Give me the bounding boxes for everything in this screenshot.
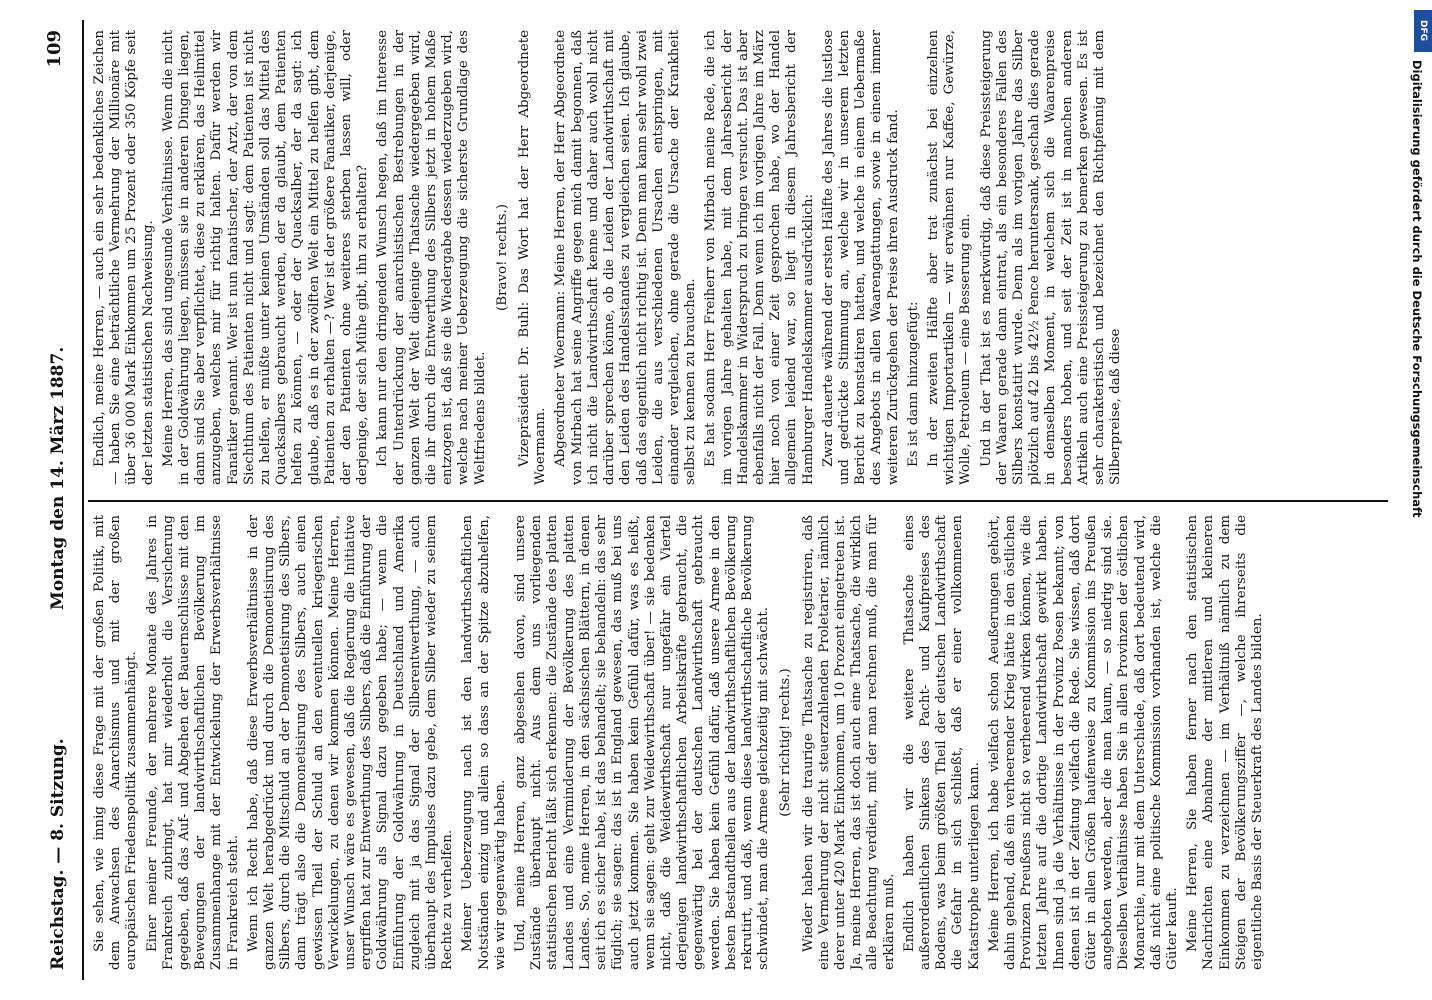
interjection: (Sehr richtig! rechts.) (778, 668, 794, 817)
page-header (30, 20, 84, 980)
digitization-credit (1404, 60, 1432, 960)
paragraph: Und in der That ist es merkwürdig, daß diese Preissteigerung der Waaren gerade dann eintrat, als ein besonderes Fallen des Silbers konstatirt wurde. Denn als im vorigen Jahre das Silber plötzlich auf 42 bis 42½ Pence heruntersank, geschah dies gerade in demselben Moment, in welchem sich die Waarenpreise besonders hoben, und seit der Zeit ist in manchen anderen Artikeln auch eine Preissteigerung zu bemerken gewesen. Es ist sehr charakteristisch und bezeichnet den Richtpfennig mit dem Silberpreise, daß diese (978, 30, 1124, 485)
rotated-sheet (30, 20, 1402, 980)
paragraph: Meine Herren, das sind ungesunde Verhältnisse. Wenn die nicht in der Goldwährung liegen, müssen sie in anderen Dingen liegen, dann sind Sie aber verpflichtet, diese zu erklären, das Heilmittel anzugeben, welches mir für richtig halten. Dafür werden wir Fanatiker genannt. Wer ist nun fanatischer, der Arzt, der von dem Siechthum des Patienten nicht und sagt: dem Patienten ist nicht zu helfen, er müßte unter keinen Umständen soll das Mittel des Quacksalbers gebraucht werden, der da glaubt, dem Patienten helfen zu können, — oder der Quacksalber, der da sagt: ich glaube, daß es in der zwölften Welt ein Mittel zu helfen gibt, dem Patienten zu erhalten —? Wer ist der größere Fanatiker, derjenige, der den Patienten ohne weiteres sterben lassen will, oder derjenige, der sich Mühe gibt, ihn zu erhalten? (160, 30, 371, 485)
quotation: Zwar dauerte während der ersten Hälfte des Jahres die lustlose und gedrückte Stimmung an, welche wir in unserem letzten Bericht zu konstatiren hatten, und welche in einem Uebermaße des Angebots in allen Waarengattungen, sowie in einem immer weiteren Zurückgehen der Preise ihren Ausdruck fand. (820, 30, 901, 485)
paragraph: Vizepräsident Dr. Buhl: Das Wort hat der Herr Abgeordnete Woermann. (517, 30, 549, 485)
paragraph: Meiner Ueberzeugung nach ist den landwirthschaftlichen Notständen einzig und allein so dass an der Spitze abzuhelfen, wie wir gegenwärtig haben. (460, 515, 508, 970)
paragraph: Es hat sodann Herr Freiherr von Mirbach meine Rede, die ich im vorigen Jahre gehalten habe, mit dem Jahresbericht der Handelskammer in Widerspruch zu bringen versucht. Das ist aber ebenfalls nicht der Fall. Denn wenn ich im vorigen Jahre im März hier noch von einer Zeit gesprochen habe, wo der Handel allgemein leidend war, so liegt in diesem Jahresbericht der Hamburger Handelskammer ausdrücklich: (703, 30, 816, 485)
page-number: 109 (44, 30, 65, 68)
text-column-left (92, 515, 1392, 970)
column-divider (88, 500, 1388, 502)
paragraph: Meine Herren, ich habe vielfach schon Aeußerungen gehört, dahin gehend, daß ein verheerender Krieg hätte in den östlichen Provinzen Preußens nicht so verheerend wirken können, wie die letzten Jahre auf die dortige Landwirthschaft gewirkt haben. Ihnen sind ja die Verhältnisse in der Provinz Posen bekannt; von denen ist in der Zeitung vielfach die Rede. Sie wissen, daß dort Güter in allen Größen haufenweise zu Kommission ins Preußen angeboten werden, aber die man kaum, — so niedrig sind sie. Dieselben Verhältnisse haben Sie in allen Provinzen der östlichen Monarchie, nur mit dem Unterschiede, daß dort bedeutend wird, daß nicht eine politische Kommission vorhanden ist, welche die Güter kauft. (986, 515, 1180, 970)
paragraph: Ich kann nur den dringenden Wunsch hegen, daß im Interesse der Unterdrückung der anarchistischen Bestrebungen in der ganzen Welt der Welt diejenige Thatsache wiedergegeben wird, die ihr durch die Entwerthung des Silbers jetzt in hohem Maße entzogen ist, daß sie die Wiedergabe dessen wiederzugeben wird, welche nach meiner Ueberzeugung die sicherste Grundlage des Weltfriedens bildet. (375, 30, 488, 485)
paragraph: Und, meine Herren, ganz abgesehen davon, sind unsere Zustände überhaupt nicht. Aus dem uns vorliegenden statistischen Bericht läßt sich erkennen: die Zustände des platten Landes und eine Verminderung der Bevölkerung des platten Landes. So, meine Herren, in den sächsischen Blättern, in denen seit ich es sicher habe, ist das behandelt; sie behandeln: das sehr füglich; sie sagen: das ist in England gewesen, das muß bei uns auch jetzt kommen. Sie haben kein Gefühl dafür, was es heißt, wenn sie sagen: geht zur Weidewirthschaft über! — sie bedenken nicht, daß die Weidewirthschaft nur ungefähr ein Viertel derjenigen landwirthschaftlichen Arbeitskräfte gebraucht, die gegenwärtig bei der deutschen Landwirthschaft gebraucht werden. Sie haben kein Gefühl dafür, daß unsere Armee in den besten Bestandtheilen aus der landwirthschaftlichen Bevölkerung rekrutirt, und daß, wenn diese landwirthschaftliche Bevölkerung schwindet, man die Armee gleichzeitig mit schwächt. (513, 515, 772, 970)
text-column-right (92, 30, 1392, 485)
paragraph: Wieder haben wir die traurige Thatsache zu registriren, daß eine Vermehrung der nicht steuerzahlenden Proletarier, nämlich derer unter 420 Mark Einkommen, um 10 Prozent eingetreten ist. Ja, meine Herren, das ist doch auch eine Thatsache, die wirklich alle Beachtung verdient, mit der man rechnen muß, die man für erklären muß. (800, 515, 897, 970)
header-date: Montag den 14. März 1887. (48, 346, 68, 610)
paragraph: Einer meiner Freunde, der mehrere Monate des Jahres in Frankreich zubringt, hat mir wiederholt die Versicherung gegeben, daß das Auf- und Abgehen der Bauernschlüsse mit den Bewegungen der landwirthschaftlichen Bevölkerung im Zusammenhange mit der Entwickelung der Erwerbsverhältnisse in Frankreich steht. (144, 515, 241, 970)
paragraph: Es ist dann hinzugefügt: (905, 301, 921, 467)
quotation: In der zweiten Hälfte aber trat zunächst bei einzelnen wichtigen Importartikeln — wir erwähnen nur Kaffee, Gewürze, Wolle, Petroleum — eine Besserung ein. (925, 30, 974, 485)
paragraph: Endlich haben wir die weitere Thatsache eines außerordentlichen Sinkens des Pacht- und Kaufpreises des Bodens, was beim größten Theil der deutschen Landwirthschaft die Gefahr in sich schließt, daß er einer vollkommenen Katastrophe unterliegen kann. (901, 515, 982, 970)
paragraph: Wenn ich Recht habe, daß diese Erwerbsverhältnisse in der ganzen Welt herabgedrückt und durch die Demonetisirung des Silbers, durch die Mitschuld an der Demonetisirung des Silbers, dann trägt also die Demonetisirung des Silbers, auch einen gewissen Theil der Schuld an den eventuellen kriegerischen Verwickelungen, zu denen wir kommen können. Meine Herren, unser Wunsch wäre es gewesen, daß die Regierung die Initiative ergriffen hat zur Entwerthung des Silbers, daß die Einführung der Goldwährung als Signal dazu gegeben habe; — wenn die Einführung der Goldwährung in Deutschland und Amerika zugleich mit ja das Signal der Silberentwerthung, — auch überhaupt des Impulses dazu gebe, dem Silber wieder zu seinem Rechte zu verhelfen. (245, 515, 456, 970)
paragraph: Abgeordneter Woermann: Meine Herren, der Herr Abgeordnete von Mirbach hat seine Angriffe gegen mich damit begonnen, daß ich nicht die Landwirthschaft kenne und daher auch wohl nicht darüber sprechen könne, ob die Leiden der Landwirthschaft mit den Leiden des Handelsstandes zu vergleichen seien. Ich glaube, daß das eigentlich nicht richtig ist. Denn man kann sehr wohl zwei Leiden, die aus verschiedenen Ursachen entspringen, mit einander vergleichen, ohne gerade die Ursache der Krankheit selbst zu kennen zu brauchen. (553, 30, 699, 485)
header-session: Reichstag. — 8. Sitzung. (48, 738, 68, 970)
paragraph: Sie sehen, wie innig diese Frage mit der großen Politik, mit dem Anwachsen des Anarchismus und mit der großen europäischen Friedenspolitik zusammenhängt. (92, 515, 140, 970)
paragraph: Endlich, meine Herren, — auch ein sehr bedenkliches Zeichen — haben Sie eine beträchtliche Vermehrung der Millionäre mit über 36 000 Mark Einkommen um 25 Prozent oder 350 Köpfe seit der letzten statistischen Nachweisung. (92, 30, 156, 485)
interjection: (Bravo! rechts.) (494, 204, 510, 311)
dfg-logo: DFG (1414, 10, 1432, 52)
paragraph: Meine Herren, Sie haben ferner nach den statistischen Nachrichten eine Abnahme der mittleren und kleineren Einkommen zu verzeichnen — im Verhältniß nämlich zu dem Steigen der Bevölkerungsziffer —, welche ihrerseits die eigentliche Basis der Steuerkraft des Landes bilden. (1185, 515, 1266, 970)
digitization-credit-text: Digitalisierung gefördert durch die Deutsche Forschungsgemeinschaft (1410, 60, 1424, 518)
